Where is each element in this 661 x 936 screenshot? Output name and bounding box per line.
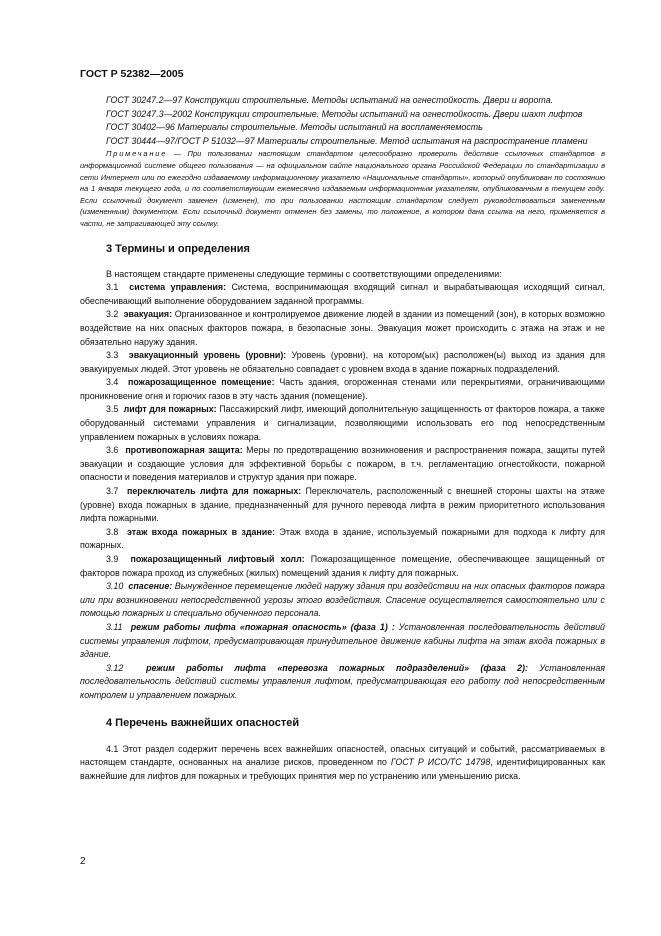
section-3-heading: 3 Термины и определения [106,242,250,255]
paragraph-text: , идентифицированных как важнейшие для лифтов для пожарных и требующих принятия мер по устранению или уменьшению риска. [80,757,605,781]
term-name: эвакуационный уровень (уровни): [128,350,287,361]
term-name: лифт для пожарных: [123,404,217,415]
term-name: спасение: [128,581,173,592]
term-text: Пожарозащищенное помещение, обеспечивающее защищенный от факторов пожара проход из служебных (жилых) помещений здания к лифту для пожарных. [80,554,605,578]
term-number: 3.11 [106,621,123,632]
note-paragraph [80,148,605,229]
term-definition [80,485,605,526]
term-number: 3.3 [106,350,119,361]
standard-reference: ГОСТ Р ИСО/ТС 14798 [390,757,491,768]
term-definition [80,376,605,403]
reference-item: ГОСТ 30247.3—2002 Конструкции строительные. Методы испытаний на огнестойкость. Двери шахт лифтов [106,108,583,119]
term-name: эвакуация: [123,309,173,320]
note-text: — При пользовании настоящим стандартом целесообразно проверить действие ссылочных стандартов в информационной системе общего пользования — на официальном сайте национального органа Российской Федерации по стандартизации в сети Интернет или по ежегодно издаваемому информационному указателю «Национальные стандарты», который опубликован по состоянию на 1 января текущего года, и по соответствующим ежемесячно издаваемым информационным указателям, опубликованным в текущем году. Если ссылочный документ заменен (изменен), то при пользовании настоящим стандартом следует руководствоваться замененным (измененным) документом. Если ссылочный документ отменен без замены, то положение, в котором дана ссылка на него, применяется в части, не затрагивающей эту ссылку. [80,149,605,228]
term-definition [80,281,605,308]
term-name: противопожарная защита: [125,445,243,456]
term-definition [80,526,605,553]
term-definition [80,662,605,703]
term-definition [80,349,605,376]
term-number: 3.6 [106,445,119,456]
term-number: 3.8 [106,526,119,537]
term-number: 3.12 [106,662,124,673]
term-name: переключатель лифта для пожарных: [126,486,302,497]
term-text: Уровень (уровни), на котором(ых) расположен(ы) выход из здания для эвакуируемых людей. Этот уровень не обязательно совпадает с уровнем входа в здание пожарных подразделений. [80,350,605,374]
paragraph-text: 4.1 Этот раздел содержит перечень всех важнейших опасностей, опасных ситуаций и событий, рассматриваемых в настоящем стандарте, основанных на анализе рисков, проведенном по [80,743,605,768]
term-name: этаж входа пожарных в здание: [127,526,276,537]
term-number: 3.10 [106,581,124,592]
section-4-paragraph [80,743,605,784]
term-text: Установленная последовательность действий системы управления лифтом, предусматривающая его работу под непосредственным контролем и управлением пожарных. [80,662,606,700]
term-number: 3.5 [106,404,119,415]
term-text: Этаж входа в здание, используемый пожарными для подхода к лифту для пожарных. [80,526,605,551]
term-number: 3.4 [106,377,119,388]
term-number: 3.7 [106,486,119,497]
term-definition [80,621,605,662]
term-text: Пассажирский лифт, имеющий дополнительную защищенность от факторов пожара, а также оборудованный системами управления и сигнализации, позволяющими использовать его под непосредственным управлением пожарных в условиях пожара. [80,404,605,442]
term-name: пожарозащищенное помещение: [128,377,275,388]
term-text: Вынужденное перемещение людей наружу здания при воздействии на них опасных факторов пожара или при возникновении непосредственной угрозы этого воздействия. Спасение осуществляется самостоятельно или с помощью пожарных и специально обученного персонала. [80,581,605,619]
section-3-intro: В настоящем стандарте применены следующие термины с соответствующими определениями: [106,268,502,279]
reference-item: ГОСТ 30444—97/ГОСТ Р 51032—97 Материалы строительные. Метод испытания на распространение пламени [106,135,588,146]
term-text: Часть здания, огороженная стенами или перекрытиями, ограничивающими проникновение огня и горючих газов в эту часть здания (помещение). [80,377,605,401]
page-number: 2 [80,856,86,867]
term-text: Переключатель, расположенный с внешней стороны шахты на этаже (уровне) входа пожарных в здание, предназначенный для ручного перевода лифта в режим приоритетного использования лифта пожарными. [80,486,605,524]
section-4-heading: 4 Перечень важнейших опасностей [106,716,300,729]
document-header: ГОСТ Р 52382—2005 [80,68,184,80]
term-definition [80,444,605,485]
reference-item: ГОСТ 30402—96 Материалы строительные. Методы испытаний на воспламеняемость [106,122,483,133]
term-definition [80,553,605,580]
term-definition [80,308,605,349]
term-number: 3.2 [106,309,119,320]
term-name: режим работы лифта «пожарная опасность» (фаза 1) : [130,621,395,632]
term-text: Меры по предотвращению возникновения и распространения пожара, защиты путей эвакуации и создающие условия для эффективной борьбы с пожаром, в т.ч. регламентацию огнестойкости, пожарной опасности и поведения материалов и структур здания при пожаре. [80,445,605,483]
term-number: 3.1 [106,282,119,293]
term-number: 3.9 [106,554,119,564]
term-name: система управления: [129,282,227,293]
term-text: Организованное и контролируемое движение людей в здании из помещений (зон), в которых возможно воздействие на них опасных факторов пожара, в безопасные зоны. Эвакуация может происходить с этажа на этаж и не обязательно наружу здания. [80,309,605,347]
term-definition [80,403,605,444]
term-name: режим работы лифта «перевозка пожарных подразделений» (фаза 2): [146,662,528,673]
reference-item: ГОСТ 30247.2—97 Конструкции строительные. Методы испытаний на огнестойкость. Двери и ворота. [106,95,554,105]
term-text: Установленная последовательность действий системы управления лифтом, предусматривающая принудительное движение кабины лифта на этаж входа пожарных в здание. [80,621,605,660]
term-text: Система, воспринимающая входящий сигнал и вырабатывающая исходящий сигнал, обеспечивающий выполнение оборудованием заданной программы. [80,282,605,306]
term-name: пожарозащищенный лифтовый холл: [130,554,305,564]
note-label: Примечание [106,149,168,159]
page-content [80,94,605,783]
term-definition [80,580,605,621]
